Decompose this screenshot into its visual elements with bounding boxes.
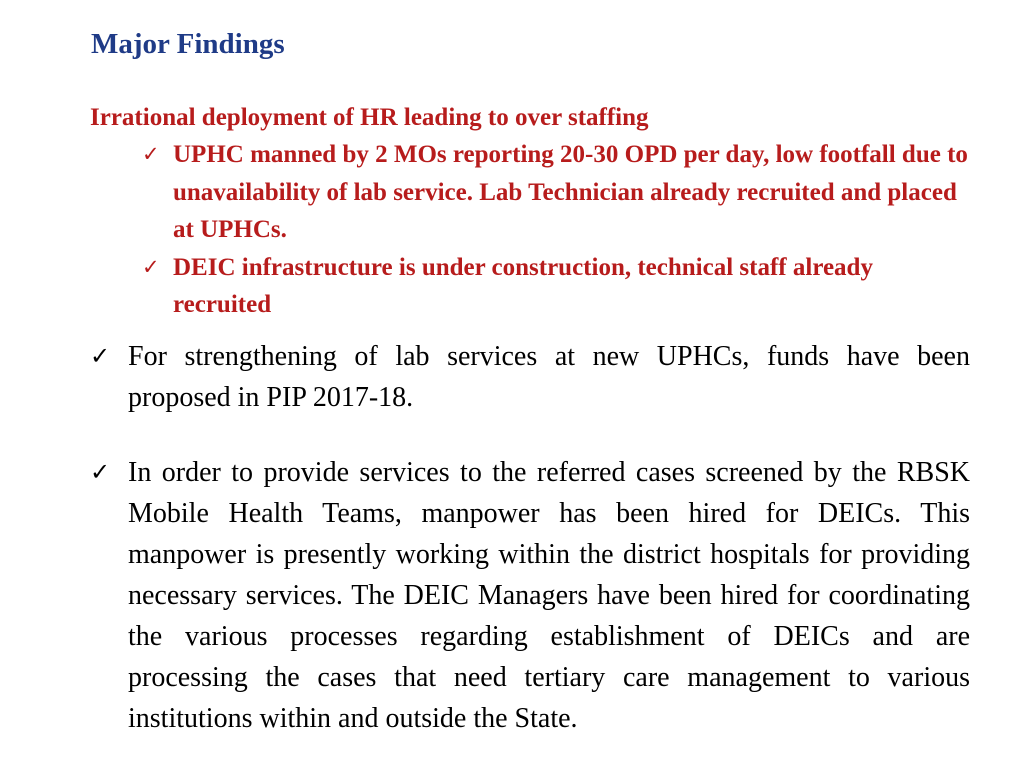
list-item	[90, 452, 970, 739]
findings-red-section	[90, 100, 970, 324]
list-item	[142, 249, 970, 324]
list-item-text: For strengthening of lab services at new UPHCs, funds have been proposed in PIP 2017-18.	[128, 341, 970, 413]
list-item-text: In order to provide services to the referred cases screened by the RBSK Mobile Health Teams, manpower has been hired for DEICs. This manpower is presently working within the district hospitals for providing necessary services. The DEIC Managers have been hired for coordinating the various processes regarding establishment of DEICs and are processing the cases that need tertiary care management to various institutions within and outside the State.	[128, 457, 970, 734]
red-bullet-list	[90, 136, 970, 324]
checkmark-icon: ✓	[90, 342, 111, 370]
section-heading: Irrational deployment of HR leading to over staffing	[90, 104, 649, 131]
findings-black-section	[90, 336, 970, 739]
checkmark-icon: ✓	[90, 458, 111, 486]
list-item-text: UPHC manned by 2 MOs reporting 20-30 OPD per day, low footfall due to unavailability of lab service. Lab Technician already recruited and placed at UPHCs.	[173, 141, 968, 243]
checkmark-icon: ✓	[142, 142, 160, 166]
list-item-text: DEIC infrastructure is under construction, technical staff already recruited	[173, 253, 873, 318]
list-item	[142, 136, 970, 249]
page-title: Major Findings	[91, 28, 285, 60]
list-item	[90, 336, 970, 418]
checkmark-icon: ✓	[142, 254, 160, 279]
